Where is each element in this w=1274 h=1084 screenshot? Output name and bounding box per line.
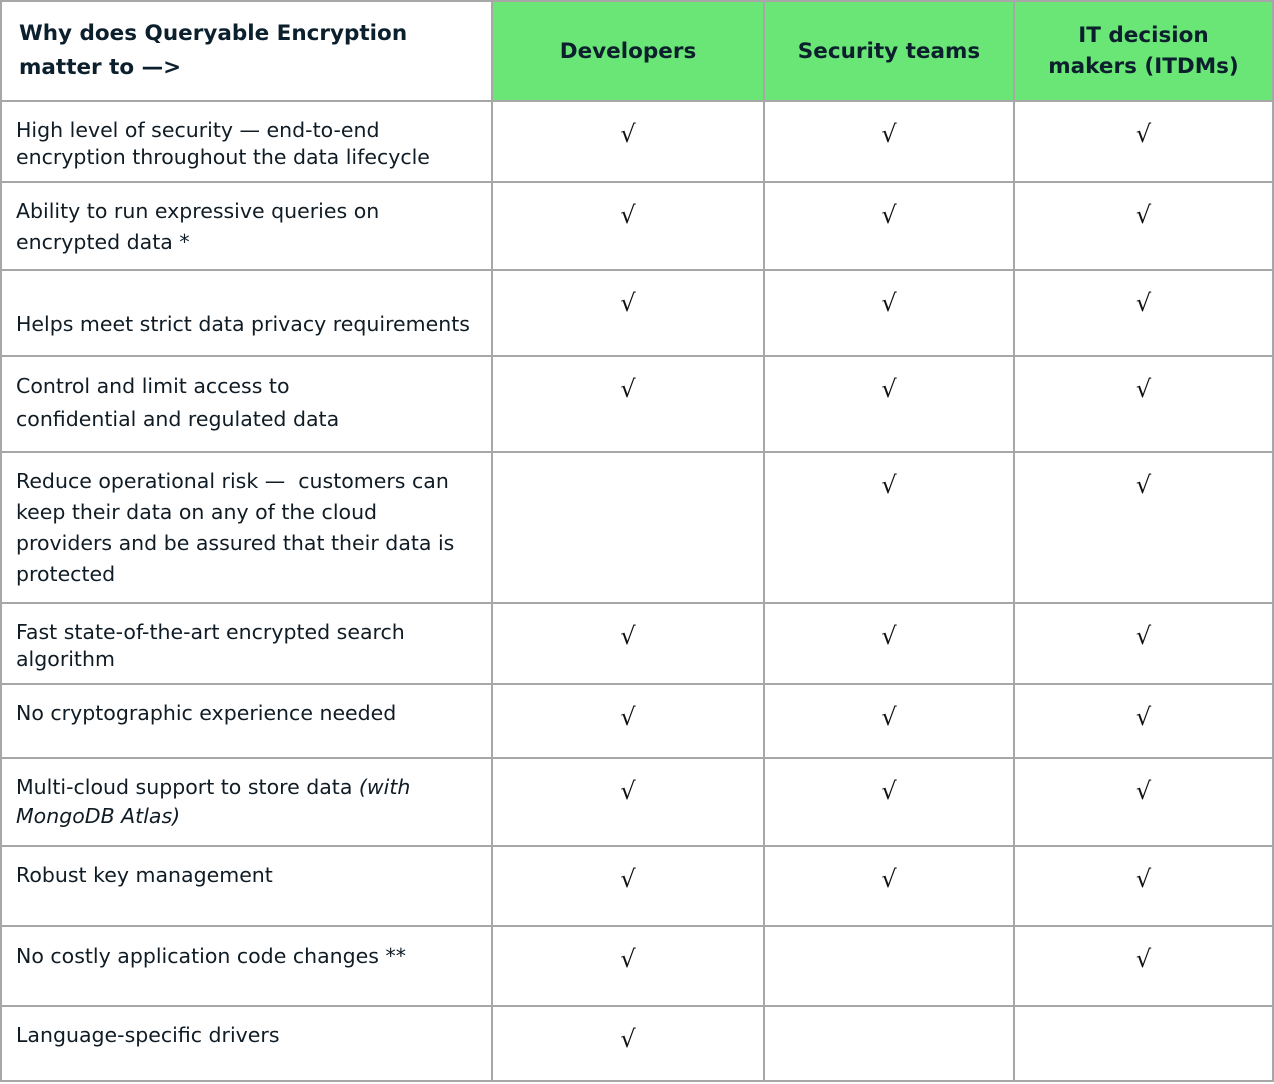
check-cell-it-decision-makers xyxy=(1015,1007,1274,1082)
check-cell-security-teams xyxy=(765,1007,1015,1082)
check-cell-developers xyxy=(493,183,765,271)
check-cell-it-decision-makers xyxy=(1015,453,1274,604)
check-cell-security-teams xyxy=(765,271,1015,357)
benefit-cell xyxy=(2,357,493,453)
checkmark-icon: √ xyxy=(1135,375,1152,403)
check-cell-developers xyxy=(493,759,765,847)
benefit-line: No costly application code changes ** xyxy=(16,944,406,968)
checkmark-icon: √ xyxy=(620,945,636,973)
column-header-line: makers (ITDMs) xyxy=(1048,54,1239,79)
check-cell-security-teams xyxy=(765,604,1015,685)
benefit-cell xyxy=(2,927,493,1007)
check-cell-it-decision-makers xyxy=(1015,271,1274,357)
check-cell-developers xyxy=(493,357,765,453)
checkmark-icon: √ xyxy=(620,289,636,317)
checkmark-icon: √ xyxy=(620,622,636,650)
benefit-cell xyxy=(2,453,493,604)
benefit-line: encryption throughout the data lifecycle xyxy=(16,145,430,169)
check-cell-security-teams xyxy=(765,102,1015,183)
check-cell-developers xyxy=(493,927,765,1007)
checkmark-icon: √ xyxy=(881,120,897,148)
checkmark-icon: √ xyxy=(1135,865,1152,893)
checkmark-icon: √ xyxy=(620,375,636,403)
check-cell-security-teams xyxy=(765,453,1015,604)
benefit-line: Ability to run expressive queries on xyxy=(16,199,380,223)
benefit-line: algorithm xyxy=(16,647,115,671)
benefit-line xyxy=(16,773,491,802)
checkmark-icon: √ xyxy=(1135,201,1152,229)
check-cell-security-teams xyxy=(765,183,1015,271)
benefit-line: encrypted data * xyxy=(16,230,190,254)
check-cell-developers xyxy=(493,102,765,183)
checkmark-icon: √ xyxy=(881,865,897,893)
check-cell-it-decision-makers xyxy=(1015,357,1274,453)
checkmark-icon: √ xyxy=(1135,703,1152,731)
benefit-cell xyxy=(2,271,493,357)
check-cell-security-teams xyxy=(765,759,1015,847)
column-header-it-decision-makers xyxy=(1015,2,1274,102)
check-cell-security-teams xyxy=(765,927,1015,1007)
checkmark-icon: √ xyxy=(881,289,897,317)
check-cell-developers xyxy=(493,271,765,357)
benefit-line: protected xyxy=(16,562,116,586)
benefit-cell xyxy=(2,685,493,759)
benefit-cell xyxy=(2,1007,493,1082)
check-cell-developers xyxy=(493,604,765,685)
check-cell-developers xyxy=(493,453,765,604)
checkmark-icon: √ xyxy=(620,1025,636,1053)
checkmark-icon: √ xyxy=(1135,289,1152,317)
check-cell-security-teams xyxy=(765,847,1015,927)
benefit-line: Control and limit access to xyxy=(16,374,290,398)
checkmark-icon: √ xyxy=(620,865,636,893)
check-cell-developers xyxy=(493,1007,765,1082)
check-cell-it-decision-makers xyxy=(1015,847,1274,927)
benefit-line xyxy=(16,802,491,831)
italic-text: (with xyxy=(358,775,411,799)
header-question xyxy=(2,2,493,102)
benefit-line: Fast state-of-the-art encrypted search xyxy=(16,620,405,644)
column-header-line: Developers xyxy=(559,38,697,64)
checkmark-icon: √ xyxy=(620,777,636,805)
benefit-line: keep their data on any of the cloud xyxy=(16,500,378,524)
column-header-line: Security teams xyxy=(797,38,981,64)
checkmark-icon: √ xyxy=(881,471,897,499)
check-cell-it-decision-makers xyxy=(1015,604,1274,685)
check-cell-it-decision-makers xyxy=(1015,685,1274,759)
check-cell-it-decision-makers xyxy=(1015,759,1274,847)
check-cell-security-teams xyxy=(765,685,1015,759)
checkmark-icon: √ xyxy=(1135,120,1152,148)
checkmark-icon: √ xyxy=(620,120,636,148)
checkmark-icon: √ xyxy=(881,622,897,650)
check-cell-it-decision-makers xyxy=(1015,102,1274,183)
benefit-line: Helps meet strict data privacy requirements xyxy=(16,312,470,336)
check-cell-security-teams xyxy=(765,357,1015,453)
benefit-cell xyxy=(2,847,493,927)
checkmark-icon: √ xyxy=(1135,945,1152,973)
column-header-security-teams xyxy=(765,2,1015,102)
checkmark-icon: √ xyxy=(881,375,897,403)
benefit-cell xyxy=(2,102,493,183)
text-segment: Multi-cloud support to store data xyxy=(16,775,359,799)
checkmark-icon: √ xyxy=(620,703,636,731)
benefit-cell xyxy=(2,759,493,847)
check-cell-developers xyxy=(493,847,765,927)
check-cell-it-decision-makers xyxy=(1015,183,1274,271)
checkmark-icon: √ xyxy=(881,703,897,731)
header-question-line: matter to —> xyxy=(19,55,182,80)
checkmark-icon: √ xyxy=(1135,622,1152,650)
checkmark-icon: √ xyxy=(881,201,897,229)
checkmark-icon: √ xyxy=(1135,777,1152,805)
checkmark-icon: √ xyxy=(1135,471,1152,499)
benefit-line: Robust key management xyxy=(16,863,273,887)
column-header-line: IT decision xyxy=(1078,23,1209,48)
benefit-line: Reduce operational risk — customers can xyxy=(16,469,449,493)
benefit-line: High level of security — end-to-end xyxy=(16,118,380,142)
benefit-cell xyxy=(2,183,493,271)
header-question-line: Why does Queryable Encryption xyxy=(19,21,408,46)
check-cell-developers xyxy=(493,685,765,759)
checkmark-icon: √ xyxy=(881,777,897,805)
italic-text: MongoDB Atlas) xyxy=(16,804,181,828)
benefit-line: No cryptographic experience needed xyxy=(16,701,397,725)
benefit-cell xyxy=(2,604,493,685)
benefit-line: providers and be assured that their data is xyxy=(16,531,455,555)
column-header-developers xyxy=(493,2,765,102)
check-cell-it-decision-makers xyxy=(1015,927,1274,1007)
benefit-line: Language-specific drivers xyxy=(16,1023,280,1047)
checkmark-icon: √ xyxy=(620,201,636,229)
benefit-line: confidential and regulated data xyxy=(16,407,340,431)
